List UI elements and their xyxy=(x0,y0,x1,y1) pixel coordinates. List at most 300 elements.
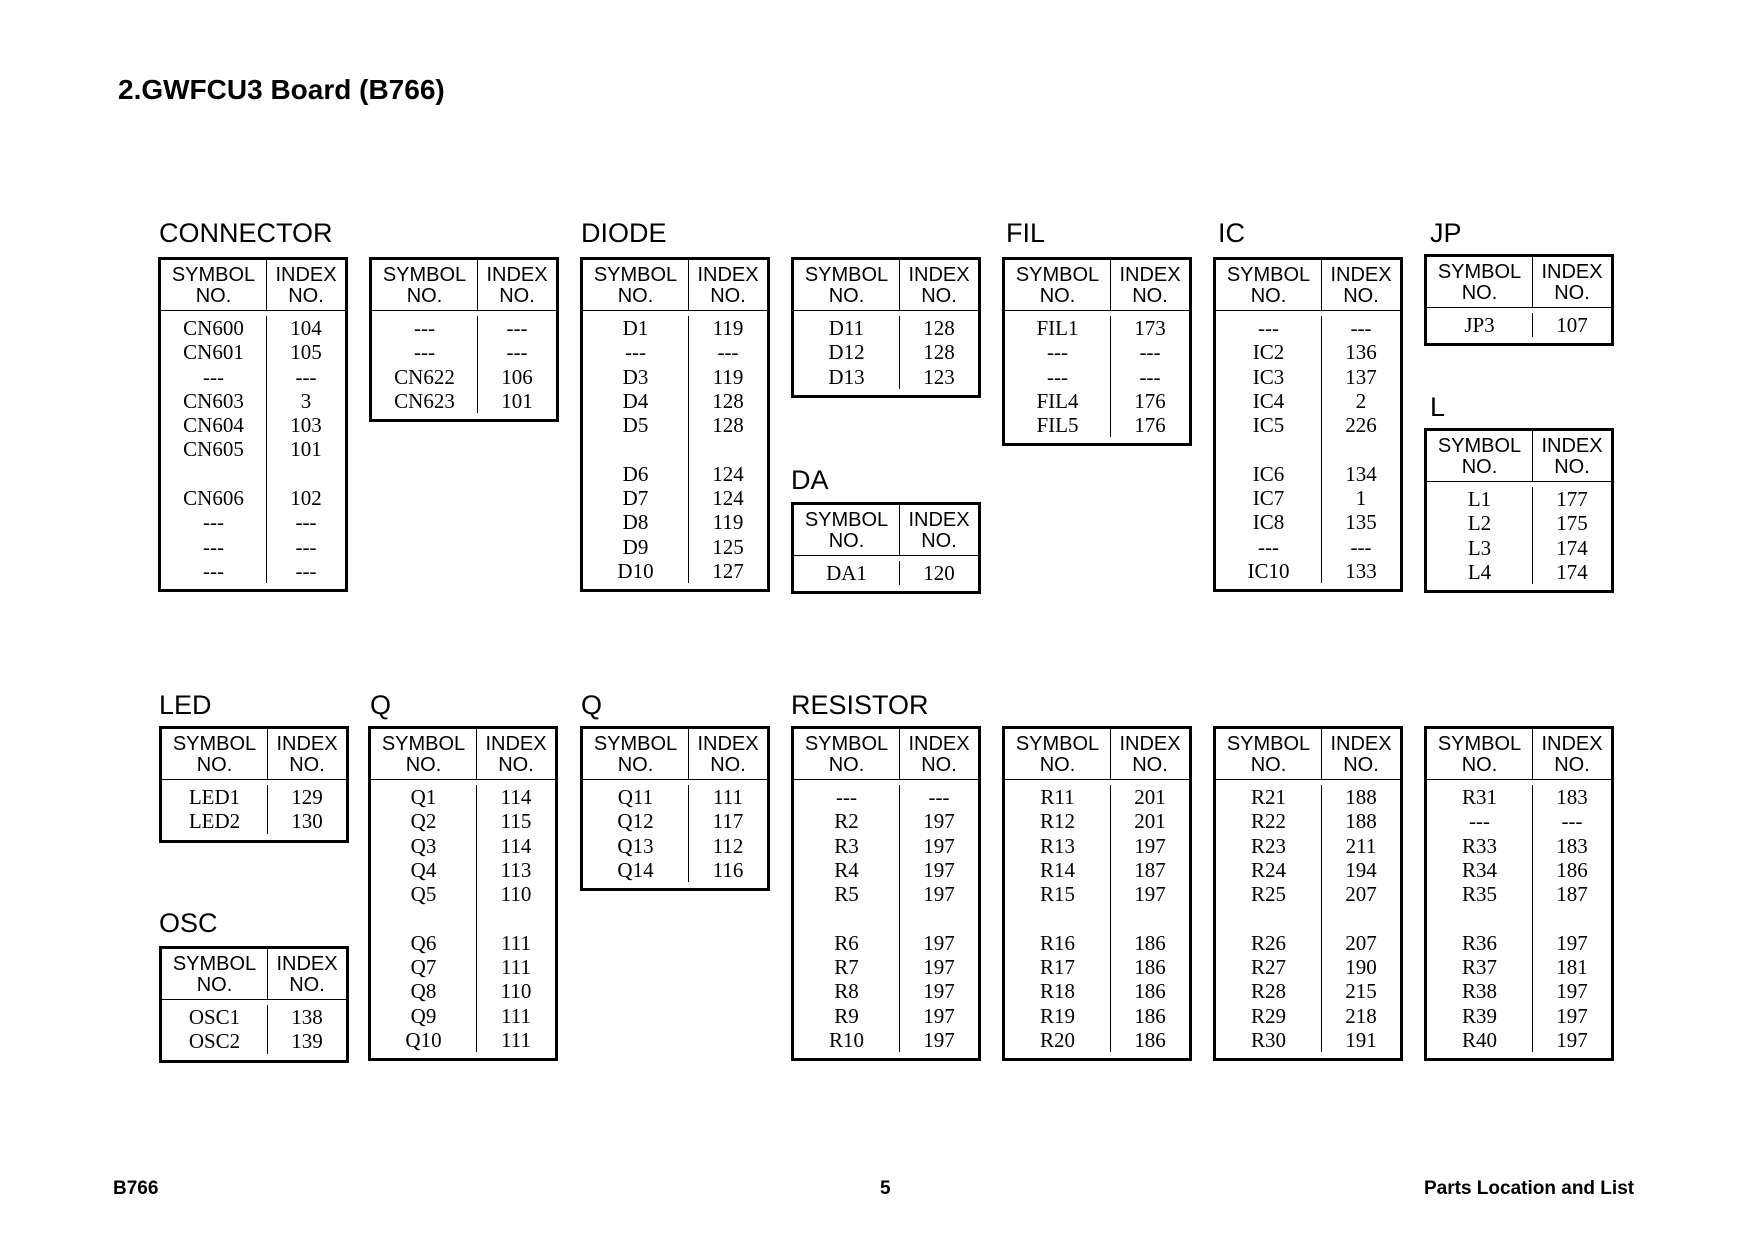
table-row xyxy=(162,1005,346,1029)
symbol-cell: CN600 xyxy=(161,316,267,340)
table-body xyxy=(794,780,978,1058)
index-cell: 124 xyxy=(712,461,744,486)
symbol-cell: --- xyxy=(1005,365,1111,389)
symbol-cell: R33 xyxy=(1427,834,1533,858)
no-header-label: NO. xyxy=(196,754,233,776)
index-cell: 133 xyxy=(1345,558,1377,583)
no-header-label: NO. xyxy=(1132,754,1168,776)
table-row xyxy=(1427,882,1611,906)
table-row xyxy=(1427,487,1611,511)
index-cell: 113 xyxy=(500,857,532,882)
table-row xyxy=(161,389,345,413)
index-no-header xyxy=(900,260,978,310)
index-cell xyxy=(1111,906,1189,930)
index-cell: 218 xyxy=(1345,1003,1377,1028)
index-cell: 194 xyxy=(1345,857,1377,882)
index-cell: 111 xyxy=(501,930,531,955)
parts-table-diode-1 xyxy=(580,257,770,592)
index-header-label: INDEX xyxy=(1119,264,1181,286)
parts-table-resistor-4 xyxy=(1424,726,1614,1061)
table-row xyxy=(794,882,978,906)
footer-page-number: 5 xyxy=(880,1178,891,1199)
table-header xyxy=(583,260,767,311)
index-cell: 211 xyxy=(1345,833,1377,858)
table-row xyxy=(794,561,978,585)
symbol-no-header xyxy=(162,949,268,999)
symbol-cell: Q1 xyxy=(371,785,477,809)
index-cell: 190 xyxy=(1345,955,1377,980)
table-header xyxy=(1427,257,1611,308)
symbol-header-label: SYMBOL xyxy=(1437,733,1522,755)
index-header-label: INDEX xyxy=(908,264,970,286)
symbol-cell: --- xyxy=(161,365,267,389)
no-header-label: NO. xyxy=(289,974,325,996)
table-body xyxy=(1427,780,1611,1058)
section-title-diode: DIODE xyxy=(581,218,667,248)
symbol-cell: --- xyxy=(372,316,478,340)
index-cell: 116 xyxy=(712,857,744,882)
index-cell: 174 xyxy=(1556,559,1588,584)
parts-table-connector-2 xyxy=(369,257,559,422)
table-body xyxy=(371,780,555,1058)
symbol-cell: R18 xyxy=(1005,979,1111,1003)
table-row xyxy=(1216,882,1400,906)
index-cell: 111 xyxy=(501,1003,531,1028)
symbol-cell: R29 xyxy=(1216,1004,1322,1028)
symbol-header-label: SYMBOL xyxy=(804,509,889,531)
index-cell: --- xyxy=(717,340,739,365)
symbol-cell: D11 xyxy=(794,316,900,340)
section-title-q: Q xyxy=(370,690,392,720)
symbol-cell: D5 xyxy=(583,413,689,437)
symbol-no-header xyxy=(1427,729,1533,779)
symbol-header-label: SYMBOL xyxy=(1437,435,1522,457)
symbol-cell: R10 xyxy=(794,1028,900,1052)
symbol-cell: IC3 xyxy=(1216,365,1322,389)
symbol-cell xyxy=(1216,437,1322,461)
table-row xyxy=(1005,413,1189,437)
symbol-cell: Q11 xyxy=(583,785,689,809)
section-title-da: DA xyxy=(791,465,829,495)
table-row xyxy=(794,1004,978,1028)
symbol-cell xyxy=(1216,906,1322,930)
index-cell: 129 xyxy=(291,785,323,809)
table-body xyxy=(1216,311,1400,589)
symbol-cell: IC7 xyxy=(1216,486,1322,510)
table-row xyxy=(371,931,555,955)
symbol-cell: L2 xyxy=(1427,511,1533,535)
symbol-cell: IC8 xyxy=(1216,510,1322,534)
table-row xyxy=(1216,834,1400,858)
symbol-cell: OSC1 xyxy=(162,1005,268,1029)
table-row xyxy=(1005,979,1189,1003)
index-no-header xyxy=(477,729,555,779)
index-cell: 188 xyxy=(1345,785,1377,809)
index-cell: 197 xyxy=(923,833,955,858)
table-row xyxy=(1216,809,1400,833)
symbol-cell: Q3 xyxy=(371,834,477,858)
table-row xyxy=(1005,1004,1189,1028)
symbol-cell: --- xyxy=(583,340,689,364)
table-row xyxy=(583,437,767,461)
symbol-cell: FIL4 xyxy=(1005,389,1111,413)
index-header-label: INDEX xyxy=(485,733,547,755)
table-row xyxy=(1216,858,1400,882)
symbol-header-label: SYMBOL xyxy=(172,953,257,975)
table-row xyxy=(583,834,767,858)
index-header-label: INDEX xyxy=(697,264,759,286)
table-row xyxy=(583,785,767,809)
symbol-no-header xyxy=(794,505,900,555)
symbol-no-header xyxy=(162,729,268,779)
table-row xyxy=(1216,955,1400,979)
table-body xyxy=(1005,780,1189,1058)
index-cell: 201 xyxy=(1134,785,1166,809)
table-row xyxy=(794,906,978,930)
table-row xyxy=(161,559,345,583)
table-header xyxy=(162,949,346,1000)
table-row xyxy=(1427,931,1611,955)
table-row xyxy=(1005,955,1189,979)
symbol-cell: D13 xyxy=(794,365,900,389)
symbol-cell: R13 xyxy=(1005,834,1111,858)
index-cell: 119 xyxy=(712,364,744,389)
index-cell: --- xyxy=(506,316,528,340)
no-header-label: NO. xyxy=(617,754,654,776)
no-header-label: NO. xyxy=(1250,285,1287,307)
table-row xyxy=(794,931,978,955)
index-header-label: INDEX xyxy=(1541,261,1603,283)
index-no-header xyxy=(1322,729,1400,779)
symbol-cell: Q5 xyxy=(371,882,477,906)
symbol-cell: R9 xyxy=(794,1004,900,1028)
index-header-label: INDEX xyxy=(908,509,970,531)
table-body xyxy=(162,1000,346,1060)
symbol-cell: R8 xyxy=(794,979,900,1003)
symbol-cell: L3 xyxy=(1427,536,1533,560)
index-cell: 191 xyxy=(1345,1027,1377,1052)
table-row xyxy=(794,316,978,340)
table-row xyxy=(583,858,767,882)
symbol-cell: R37 xyxy=(1427,955,1533,979)
symbol-cell: --- xyxy=(372,340,478,364)
symbol-no-header xyxy=(161,260,267,310)
symbol-cell: OSC2 xyxy=(162,1029,268,1053)
table-row xyxy=(794,955,978,979)
index-cell: 197 xyxy=(1556,1027,1588,1052)
index-cell: 125 xyxy=(712,534,744,559)
index-header-label: INDEX xyxy=(276,953,338,975)
table-row xyxy=(1005,1028,1189,1052)
table-row xyxy=(583,486,767,510)
table-row xyxy=(583,365,767,389)
symbol-no-header xyxy=(371,729,477,779)
index-cell: 138 xyxy=(291,1005,323,1029)
symbol-cell: R34 xyxy=(1427,858,1533,882)
index-header-label: INDEX xyxy=(275,264,337,286)
index-cell: 124 xyxy=(712,486,744,511)
table-row xyxy=(1216,437,1400,461)
table-header xyxy=(794,729,978,780)
table-row xyxy=(1005,809,1189,833)
symbol-cell: R38 xyxy=(1427,979,1533,1003)
symbol-cell: LED1 xyxy=(162,785,268,809)
symbol-header-label: SYMBOL xyxy=(381,733,466,755)
table-body xyxy=(1427,308,1611,343)
index-cell: --- xyxy=(295,534,317,559)
index-cell: 215 xyxy=(1345,979,1377,1004)
no-header-label: NO. xyxy=(1461,282,1498,304)
index-cell: 123 xyxy=(923,364,955,389)
index-cell: 139 xyxy=(291,1029,323,1054)
table-body xyxy=(1427,482,1611,590)
index-cell xyxy=(267,462,345,486)
table-row xyxy=(161,510,345,534)
index-cell: 128 xyxy=(923,316,955,340)
table-row xyxy=(583,535,767,559)
symbol-header-label: SYMBOL xyxy=(1437,261,1522,283)
symbol-cell: R22 xyxy=(1216,809,1322,833)
index-cell: 107 xyxy=(1556,313,1588,337)
no-header-label: NO. xyxy=(921,754,957,776)
index-cell: 181 xyxy=(1556,955,1588,980)
table-row xyxy=(1427,560,1611,584)
index-cell: --- xyxy=(506,340,528,365)
index-header-label: INDEX xyxy=(1330,264,1392,286)
symbol-cell: CN604 xyxy=(161,413,267,437)
table-row xyxy=(161,316,345,340)
index-cell: 207 xyxy=(1345,930,1377,955)
table-header xyxy=(794,260,978,311)
table-row xyxy=(1005,906,1189,930)
index-cell: 186 xyxy=(1134,979,1166,1004)
symbol-cell: R15 xyxy=(1005,882,1111,906)
symbol-cell: IC5 xyxy=(1216,413,1322,437)
table-header xyxy=(162,729,346,780)
symbol-cell: R19 xyxy=(1005,1004,1111,1028)
symbol-cell: D10 xyxy=(583,559,689,583)
table-row xyxy=(583,413,767,437)
symbol-cell: R7 xyxy=(794,955,900,979)
symbol-cell: R27 xyxy=(1216,955,1322,979)
symbol-cell: --- xyxy=(1216,316,1322,340)
index-cell: --- xyxy=(1350,316,1372,340)
parts-table-led xyxy=(159,726,349,843)
table-header xyxy=(1005,729,1189,780)
symbol-cell: FIL1 xyxy=(1005,316,1111,340)
index-header-label: INDEX xyxy=(908,733,970,755)
symbol-cell: Q8 xyxy=(371,979,477,1003)
index-no-header xyxy=(1533,729,1611,779)
table-row xyxy=(583,389,767,413)
table-row xyxy=(1427,906,1611,930)
symbol-cell: CN622 xyxy=(372,365,478,389)
symbol-cell: CN605 xyxy=(161,437,267,461)
symbol-header-label: SYMBOL xyxy=(1015,733,1100,755)
symbol-cell: DA1 xyxy=(794,561,900,585)
table-row xyxy=(371,882,555,906)
index-cell: 183 xyxy=(1556,785,1588,809)
index-cell: 103 xyxy=(290,413,322,438)
symbol-cell: Q12 xyxy=(583,809,689,833)
index-no-header xyxy=(1111,729,1189,779)
symbol-cell: --- xyxy=(161,535,267,559)
table-row xyxy=(162,785,346,809)
table-row xyxy=(1216,1004,1400,1028)
table-row xyxy=(371,979,555,1003)
index-header-label: INDEX xyxy=(1119,733,1181,755)
table-row xyxy=(794,1028,978,1052)
index-cell: 112 xyxy=(712,833,744,858)
symbol-cell xyxy=(1005,906,1111,930)
table-header xyxy=(1216,260,1400,311)
symbol-header-label: SYMBOL xyxy=(1226,733,1311,755)
symbol-no-header xyxy=(1216,260,1322,310)
no-header-label: NO. xyxy=(828,285,865,307)
symbol-cell: R23 xyxy=(1216,834,1322,858)
index-no-header xyxy=(1533,257,1611,307)
table-row xyxy=(794,785,978,809)
table-header xyxy=(583,729,767,780)
table-row xyxy=(1427,979,1611,1003)
symbol-cell: R28 xyxy=(1216,979,1322,1003)
symbol-cell xyxy=(371,906,477,930)
index-cell: 119 xyxy=(712,316,744,340)
table-row xyxy=(1005,785,1189,809)
table-row xyxy=(372,365,556,389)
section-title-osc: OSC xyxy=(159,908,218,938)
table-body xyxy=(794,311,978,395)
no-header-label: NO. xyxy=(710,754,746,776)
symbol-cell: R35 xyxy=(1427,882,1533,906)
table-row xyxy=(161,462,345,486)
index-cell: 174 xyxy=(1556,535,1588,560)
index-cell: 176 xyxy=(1134,388,1166,413)
table-row xyxy=(162,809,346,833)
symbol-cell: R24 xyxy=(1216,858,1322,882)
index-cell: 104 xyxy=(290,316,322,340)
symbol-cell: CN623 xyxy=(372,389,478,413)
index-cell: 186 xyxy=(1134,1027,1166,1052)
index-no-header xyxy=(689,260,767,310)
symbol-cell: R25 xyxy=(1216,882,1322,906)
symbol-header-label: SYMBOL xyxy=(593,733,678,755)
index-cell: --- xyxy=(1139,364,1161,389)
index-cell: 197 xyxy=(923,857,955,882)
no-header-label: NO. xyxy=(921,530,957,552)
index-cell: 130 xyxy=(291,809,323,834)
no-header-label: NO. xyxy=(828,530,865,552)
index-no-header xyxy=(1533,431,1611,481)
symbol-cell: FIL5 xyxy=(1005,413,1111,437)
index-cell: 197 xyxy=(923,1003,955,1028)
index-cell: 197 xyxy=(923,930,955,955)
table-header xyxy=(371,729,555,780)
index-cell: 101 xyxy=(501,388,533,413)
table-row xyxy=(372,340,556,364)
table-row xyxy=(794,365,978,389)
no-header-label: NO. xyxy=(499,285,535,307)
table-body xyxy=(161,311,345,589)
section-title-l: L xyxy=(1430,392,1446,422)
index-cell: 226 xyxy=(1345,413,1377,438)
table-row xyxy=(1216,340,1400,364)
table-row xyxy=(794,340,978,364)
no-header-label: NO. xyxy=(1554,282,1590,304)
index-cell: 110 xyxy=(500,882,532,907)
table-row xyxy=(583,559,767,583)
symbol-cell: IC10 xyxy=(1216,559,1322,583)
table-body xyxy=(583,311,767,589)
symbol-cell: R5 xyxy=(794,882,900,906)
table-row xyxy=(161,437,345,461)
table-row xyxy=(1427,955,1611,979)
symbol-cell: D1 xyxy=(583,316,689,340)
symbol-cell: Q14 xyxy=(583,858,689,882)
table-row xyxy=(583,809,767,833)
symbol-cell: R21 xyxy=(1216,785,1322,809)
symbol-cell: D4 xyxy=(583,389,689,413)
table-row xyxy=(583,316,767,340)
table-row xyxy=(1427,809,1611,833)
table-body xyxy=(372,311,556,419)
index-cell: 186 xyxy=(1134,1003,1166,1028)
table-row xyxy=(794,809,978,833)
symbol-no-header xyxy=(583,729,689,779)
symbol-header-label: SYMBOL xyxy=(1226,264,1311,286)
table-row xyxy=(1216,535,1400,559)
no-header-label: NO. xyxy=(288,285,324,307)
parts-table-resistor-1 xyxy=(791,726,981,1061)
index-header-label: INDEX xyxy=(1330,733,1392,755)
table-row xyxy=(1216,365,1400,389)
symbol-cell: D7 xyxy=(583,486,689,510)
table-row xyxy=(1427,1004,1611,1028)
index-cell: 128 xyxy=(712,388,744,413)
symbol-cell: R16 xyxy=(1005,931,1111,955)
table-row xyxy=(1005,340,1189,364)
table-row xyxy=(1216,486,1400,510)
table-header xyxy=(1005,260,1189,311)
index-cell: --- xyxy=(295,364,317,389)
index-cell: 128 xyxy=(712,413,744,438)
parts-table-q-1 xyxy=(368,726,558,1061)
index-cell: 101 xyxy=(290,437,322,462)
symbol-cell: IC4 xyxy=(1216,389,1322,413)
index-cell: 176 xyxy=(1134,413,1166,438)
index-cell: 114 xyxy=(500,833,532,858)
table-row xyxy=(1427,536,1611,560)
index-cell: 201 xyxy=(1134,809,1166,834)
table-row xyxy=(1427,1028,1611,1052)
section-title-led: LED xyxy=(159,690,212,720)
symbol-cell xyxy=(161,462,267,486)
parts-table-diode-2 xyxy=(791,257,981,398)
no-header-label: NO. xyxy=(196,974,233,996)
table-row xyxy=(161,413,345,437)
no-header-label: NO. xyxy=(195,285,232,307)
index-cell: 115 xyxy=(500,809,532,834)
symbol-cell: JP3 xyxy=(1427,313,1533,337)
section-title-fil: FIL xyxy=(1006,218,1046,248)
table-row xyxy=(1005,834,1189,858)
table-row xyxy=(371,1028,555,1052)
symbol-cell: Q7 xyxy=(371,955,477,979)
table-row xyxy=(1216,979,1400,1003)
index-cell xyxy=(1533,906,1611,930)
no-header-label: NO. xyxy=(1554,754,1590,776)
table-row xyxy=(371,858,555,882)
